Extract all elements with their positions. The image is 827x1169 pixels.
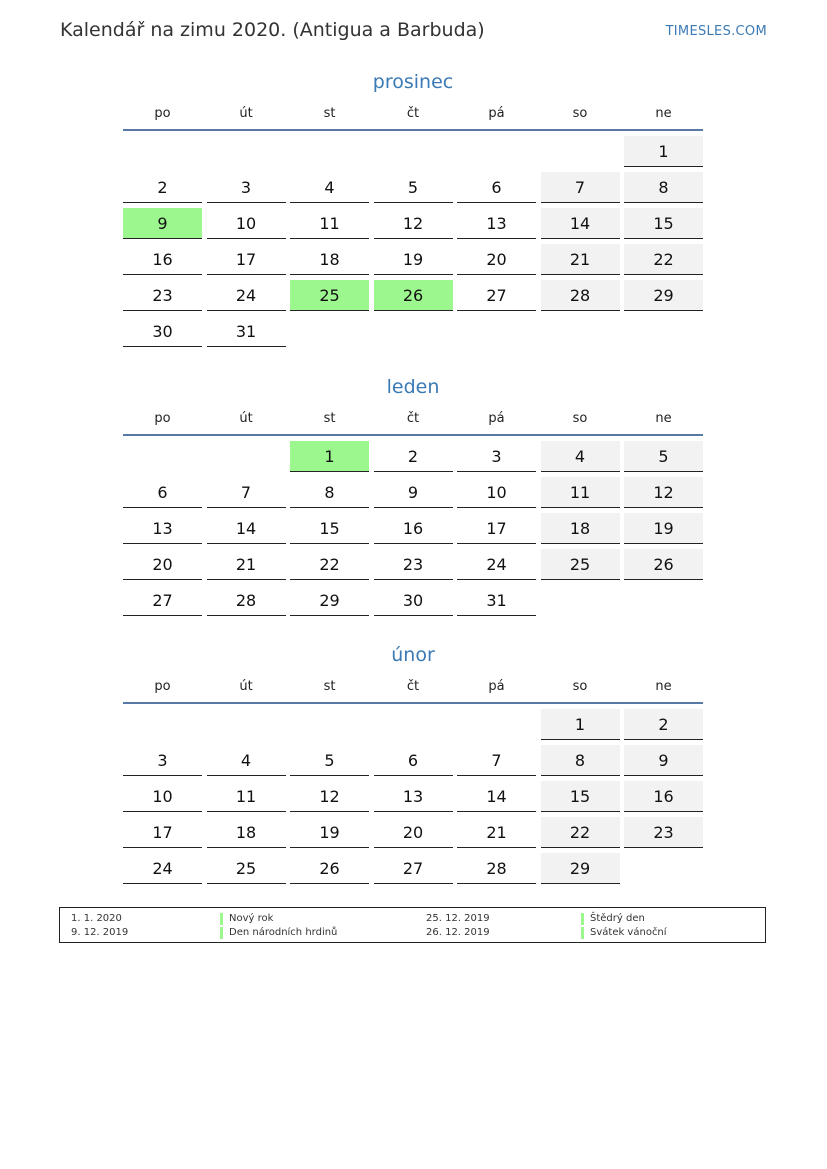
day-cell: 21: [541, 244, 620, 275]
weekday-label: so: [572, 106, 588, 121]
weekday-label: út: [239, 679, 253, 694]
empty-cell: [541, 136, 620, 167]
legend-holiday-name: Den národních hrdinů: [220, 927, 337, 939]
day-cell: 7: [457, 745, 536, 776]
legend-date: 9. 12. 2019: [71, 927, 129, 938]
day-grid: [123, 136, 703, 347]
weekday-label: po: [154, 679, 171, 694]
holiday-day-cell: 25: [290, 280, 369, 311]
day-cell: 20: [374, 817, 453, 848]
day-cell: 12: [374, 208, 453, 239]
day-cell: 3: [123, 745, 202, 776]
legend-date: 1. 1. 2020: [71, 913, 122, 924]
weekday-label: so: [572, 679, 588, 694]
day-cell: 25: [541, 549, 620, 580]
weekday-label: čt: [406, 679, 420, 694]
day-cell: 10: [457, 477, 536, 508]
weekday-label: st: [323, 679, 336, 694]
day-cell: 10: [123, 781, 202, 812]
day-cell: 5: [374, 172, 453, 203]
day-cell: 21: [457, 817, 536, 848]
day-cell: 31: [457, 585, 536, 616]
day-cell: 4: [541, 441, 620, 472]
day-cell: 2: [374, 441, 453, 472]
legend-holiday-name: Nový rok: [220, 913, 273, 925]
empty-cell: [374, 136, 453, 167]
weekday-label: út: [239, 106, 253, 121]
day-cell: 18: [290, 244, 369, 275]
day-cell: 12: [290, 781, 369, 812]
day-cell: 6: [123, 477, 202, 508]
day-cell: 2: [624, 709, 703, 740]
brand-link[interactable]: TIMESLES.COM: [665, 24, 767, 39]
day-cell: 23: [123, 280, 202, 311]
month-december: [123, 70, 703, 347]
day-cell: 17: [123, 817, 202, 848]
empty-cell: [290, 709, 369, 740]
weekday-label: čt: [406, 411, 420, 426]
weekday-label: ne: [655, 411, 672, 426]
day-cell: 16: [624, 781, 703, 812]
day-cell: 30: [374, 585, 453, 616]
day-cell: 24: [207, 280, 286, 311]
page-title: Kalendář na zimu 2020. (Antigua a Barbuda): [60, 19, 485, 41]
day-cell: 18: [207, 817, 286, 848]
month-title: prosinec: [372, 71, 454, 93]
month-february: [123, 643, 703, 884]
weekday-label: pá: [488, 679, 505, 694]
day-cell: 9: [374, 477, 453, 508]
day-cell: 30: [123, 316, 202, 347]
empty-cell: [123, 441, 202, 472]
weekday-header: [123, 677, 703, 697]
weekday-label: út: [239, 411, 253, 426]
day-cell: 14: [207, 513, 286, 544]
weekday-label: pá: [488, 106, 505, 121]
day-cell: 15: [541, 781, 620, 812]
day-cell: 13: [374, 781, 453, 812]
weekday-label: st: [323, 106, 336, 121]
weekday-label: po: [154, 411, 171, 426]
day-cell: 29: [541, 853, 620, 884]
day-cell: 20: [457, 244, 536, 275]
empty-cell: [207, 709, 286, 740]
day-cell: 28: [207, 585, 286, 616]
weekday-label: ne: [655, 679, 672, 694]
header-divider: [123, 434, 703, 436]
day-cell: 4: [290, 172, 369, 203]
day-cell: 27: [123, 585, 202, 616]
day-cell: 26: [624, 549, 703, 580]
day-cell: 6: [374, 745, 453, 776]
weekday-label: so: [572, 411, 588, 426]
day-cell: 17: [457, 513, 536, 544]
day-cell: 22: [624, 244, 703, 275]
day-cell: 8: [541, 745, 620, 776]
day-cell: 5: [624, 441, 703, 472]
holiday-day-cell: 1: [290, 441, 369, 472]
day-cell: 1: [624, 136, 703, 167]
holiday-day-cell: 26: [374, 280, 453, 311]
day-grid: [123, 441, 703, 616]
day-cell: 7: [207, 477, 286, 508]
day-cell: 2: [123, 172, 202, 203]
header-divider: [123, 702, 703, 704]
legend-date: 26. 12. 2019: [426, 927, 490, 938]
day-cell: 8: [624, 172, 703, 203]
day-cell: 14: [541, 208, 620, 239]
weekday-header: [123, 409, 703, 429]
day-cell: 28: [457, 853, 536, 884]
day-cell: 26: [290, 853, 369, 884]
day-cell: 15: [290, 513, 369, 544]
day-cell: 27: [457, 280, 536, 311]
legend-date: 25. 12. 2019: [426, 913, 490, 924]
weekday-header: [123, 104, 703, 124]
day-cell: 17: [207, 244, 286, 275]
legend-holiday-name: Štědrý den: [581, 913, 645, 925]
day-cell: 27: [374, 853, 453, 884]
day-cell: 28: [541, 280, 620, 311]
empty-cell: [207, 136, 286, 167]
day-cell: 11: [541, 477, 620, 508]
holiday-legend: [59, 907, 766, 943]
day-cell: 20: [123, 549, 202, 580]
day-cell: 4: [207, 745, 286, 776]
day-grid: [123, 709, 703, 884]
month-title: leden: [386, 376, 440, 398]
day-cell: 5: [290, 745, 369, 776]
day-cell: 15: [624, 208, 703, 239]
day-cell: 19: [374, 244, 453, 275]
day-cell: 14: [457, 781, 536, 812]
day-cell: 10: [207, 208, 286, 239]
day-cell: 1: [541, 709, 620, 740]
day-cell: 24: [457, 549, 536, 580]
day-cell: 7: [541, 172, 620, 203]
empty-cell: [207, 441, 286, 472]
day-cell: 11: [207, 781, 286, 812]
day-cell: 23: [624, 817, 703, 848]
day-cell: 11: [290, 208, 369, 239]
header-divider: [123, 129, 703, 131]
day-cell: 22: [290, 549, 369, 580]
day-cell: 3: [207, 172, 286, 203]
legend-holiday-name: Svátek vánoční: [581, 927, 667, 939]
day-cell: 16: [374, 513, 453, 544]
day-cell: 24: [123, 853, 202, 884]
day-cell: 3: [457, 441, 536, 472]
weekday-label: st: [323, 411, 336, 426]
day-cell: 29: [624, 280, 703, 311]
day-cell: 19: [290, 817, 369, 848]
holiday-day-cell: 9: [123, 208, 202, 239]
weekday-label: pá: [488, 411, 505, 426]
day-cell: 19: [624, 513, 703, 544]
month-january: [123, 375, 703, 616]
empty-cell: [457, 709, 536, 740]
day-cell: 25: [207, 853, 286, 884]
weekday-label: čt: [406, 106, 420, 121]
day-cell: 6: [457, 172, 536, 203]
day-cell: 22: [541, 817, 620, 848]
weekday-label: po: [154, 106, 171, 121]
day-cell: 13: [457, 208, 536, 239]
day-cell: 12: [624, 477, 703, 508]
empty-cell: [123, 136, 202, 167]
day-cell: 23: [374, 549, 453, 580]
day-cell: 16: [123, 244, 202, 275]
month-title: únor: [391, 644, 435, 666]
day-cell: 29: [290, 585, 369, 616]
empty-cell: [290, 136, 369, 167]
day-cell: 31: [207, 316, 286, 347]
day-cell: 13: [123, 513, 202, 544]
empty-cell: [123, 709, 202, 740]
day-cell: 18: [541, 513, 620, 544]
day-cell: 9: [624, 745, 703, 776]
empty-cell: [457, 136, 536, 167]
empty-cell: [374, 709, 453, 740]
day-cell: 21: [207, 549, 286, 580]
weekday-label: ne: [655, 106, 672, 121]
day-cell: 8: [290, 477, 369, 508]
